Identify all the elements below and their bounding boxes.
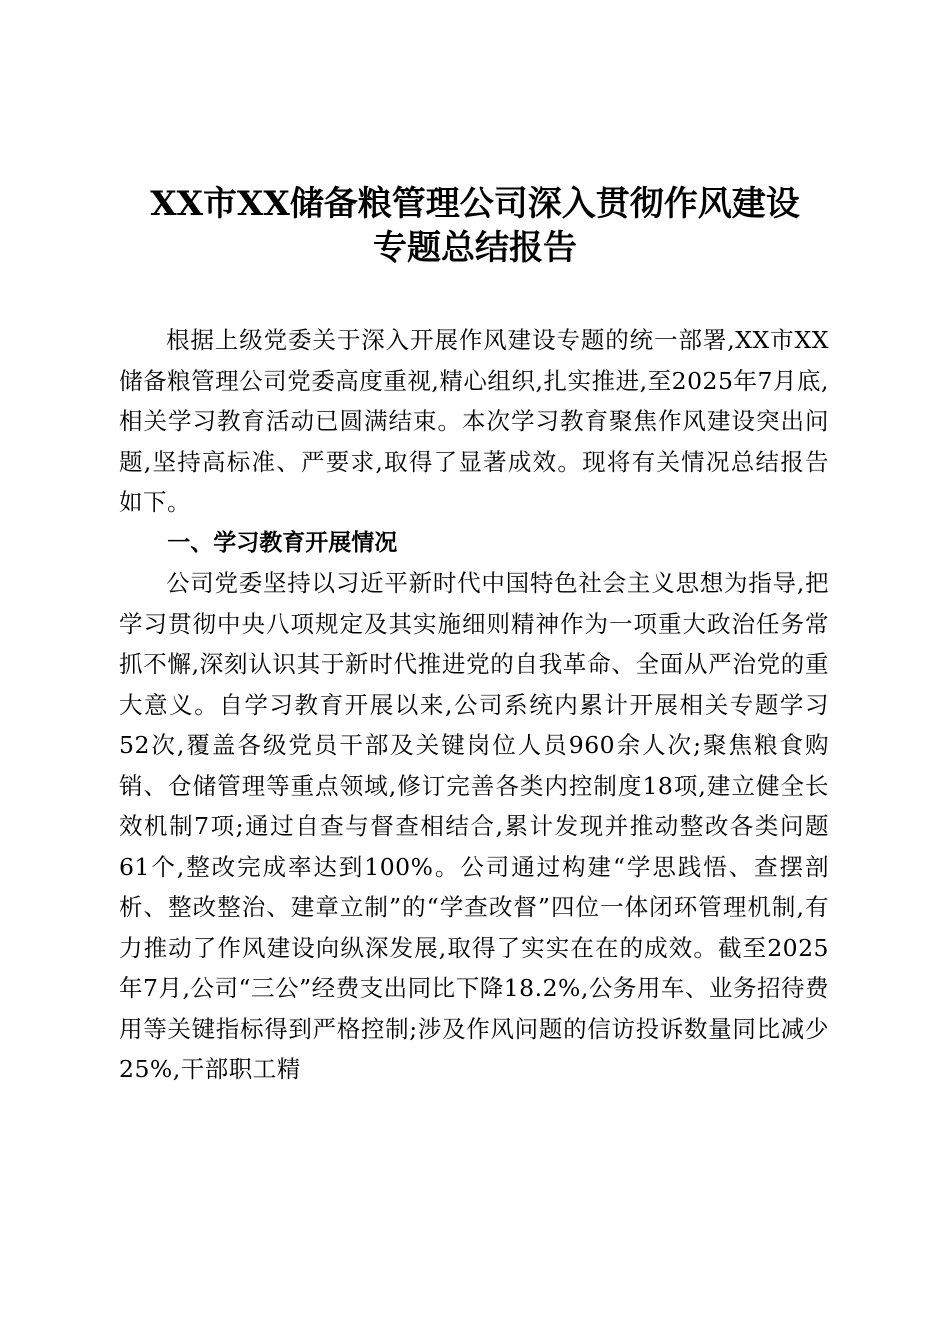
- document-title-line-2: 专题总结报告: [373, 228, 577, 268]
- section-paragraph: 公司党委坚持以习近平新时代中国特色社会主义思想为指导,把学习贯彻中央八项规定及其实施细则精神作为一项重大政治任务常抓不懈,深刻认识其于新时代推进党的自我革命、全面从严治党的重大意义。自学习教育开展以来,公司系统内累计开展相关专题学习52次,覆盖各级党员干部及关键岗位人员960余人次;聚焦粮食购销、仓储管理等重点领域,修订完善各类内控制度18项,建立健全长效机制7项;通过自查与督查相结合,累计发现并推动整改各类问题61个,整改完成率达到100%。公司通过构建“学思践悟、查摆剖析、整改整治、建章立制”的“学查改督”四位一体闭环管理机制,有力推动了作风建设向纵深发展,取得了实实在在的成效。截至2025年7月,公司“三公”经费支出同比下降18.2%,公务用车、业务招待费用等关键指标得到严格控制;涉及作风问题的信访投诉数量同比减少25%,干部职工精: [119, 569, 829, 1083]
- document-body: [119, 320, 829, 1090]
- document-title-line-1: XX市XX储备粮管理公司深入贯彻作风建设: [150, 184, 800, 224]
- section-heading: 一、学习教育开展情况: [167, 529, 398, 556]
- intro-paragraph: 根据上级党委关于深入开展作风建设专题的统一部署,XX市XX储备粮管理公司党委高度重视,精心组织,扎实推进,至2025年7月底,相关学习教育活动已圆满结束。本次学习教育聚焦作风建设突出问题,坚持高标准、严要求,取得了显著成效。现将有关情况总结报告如下。: [119, 326, 829, 516]
